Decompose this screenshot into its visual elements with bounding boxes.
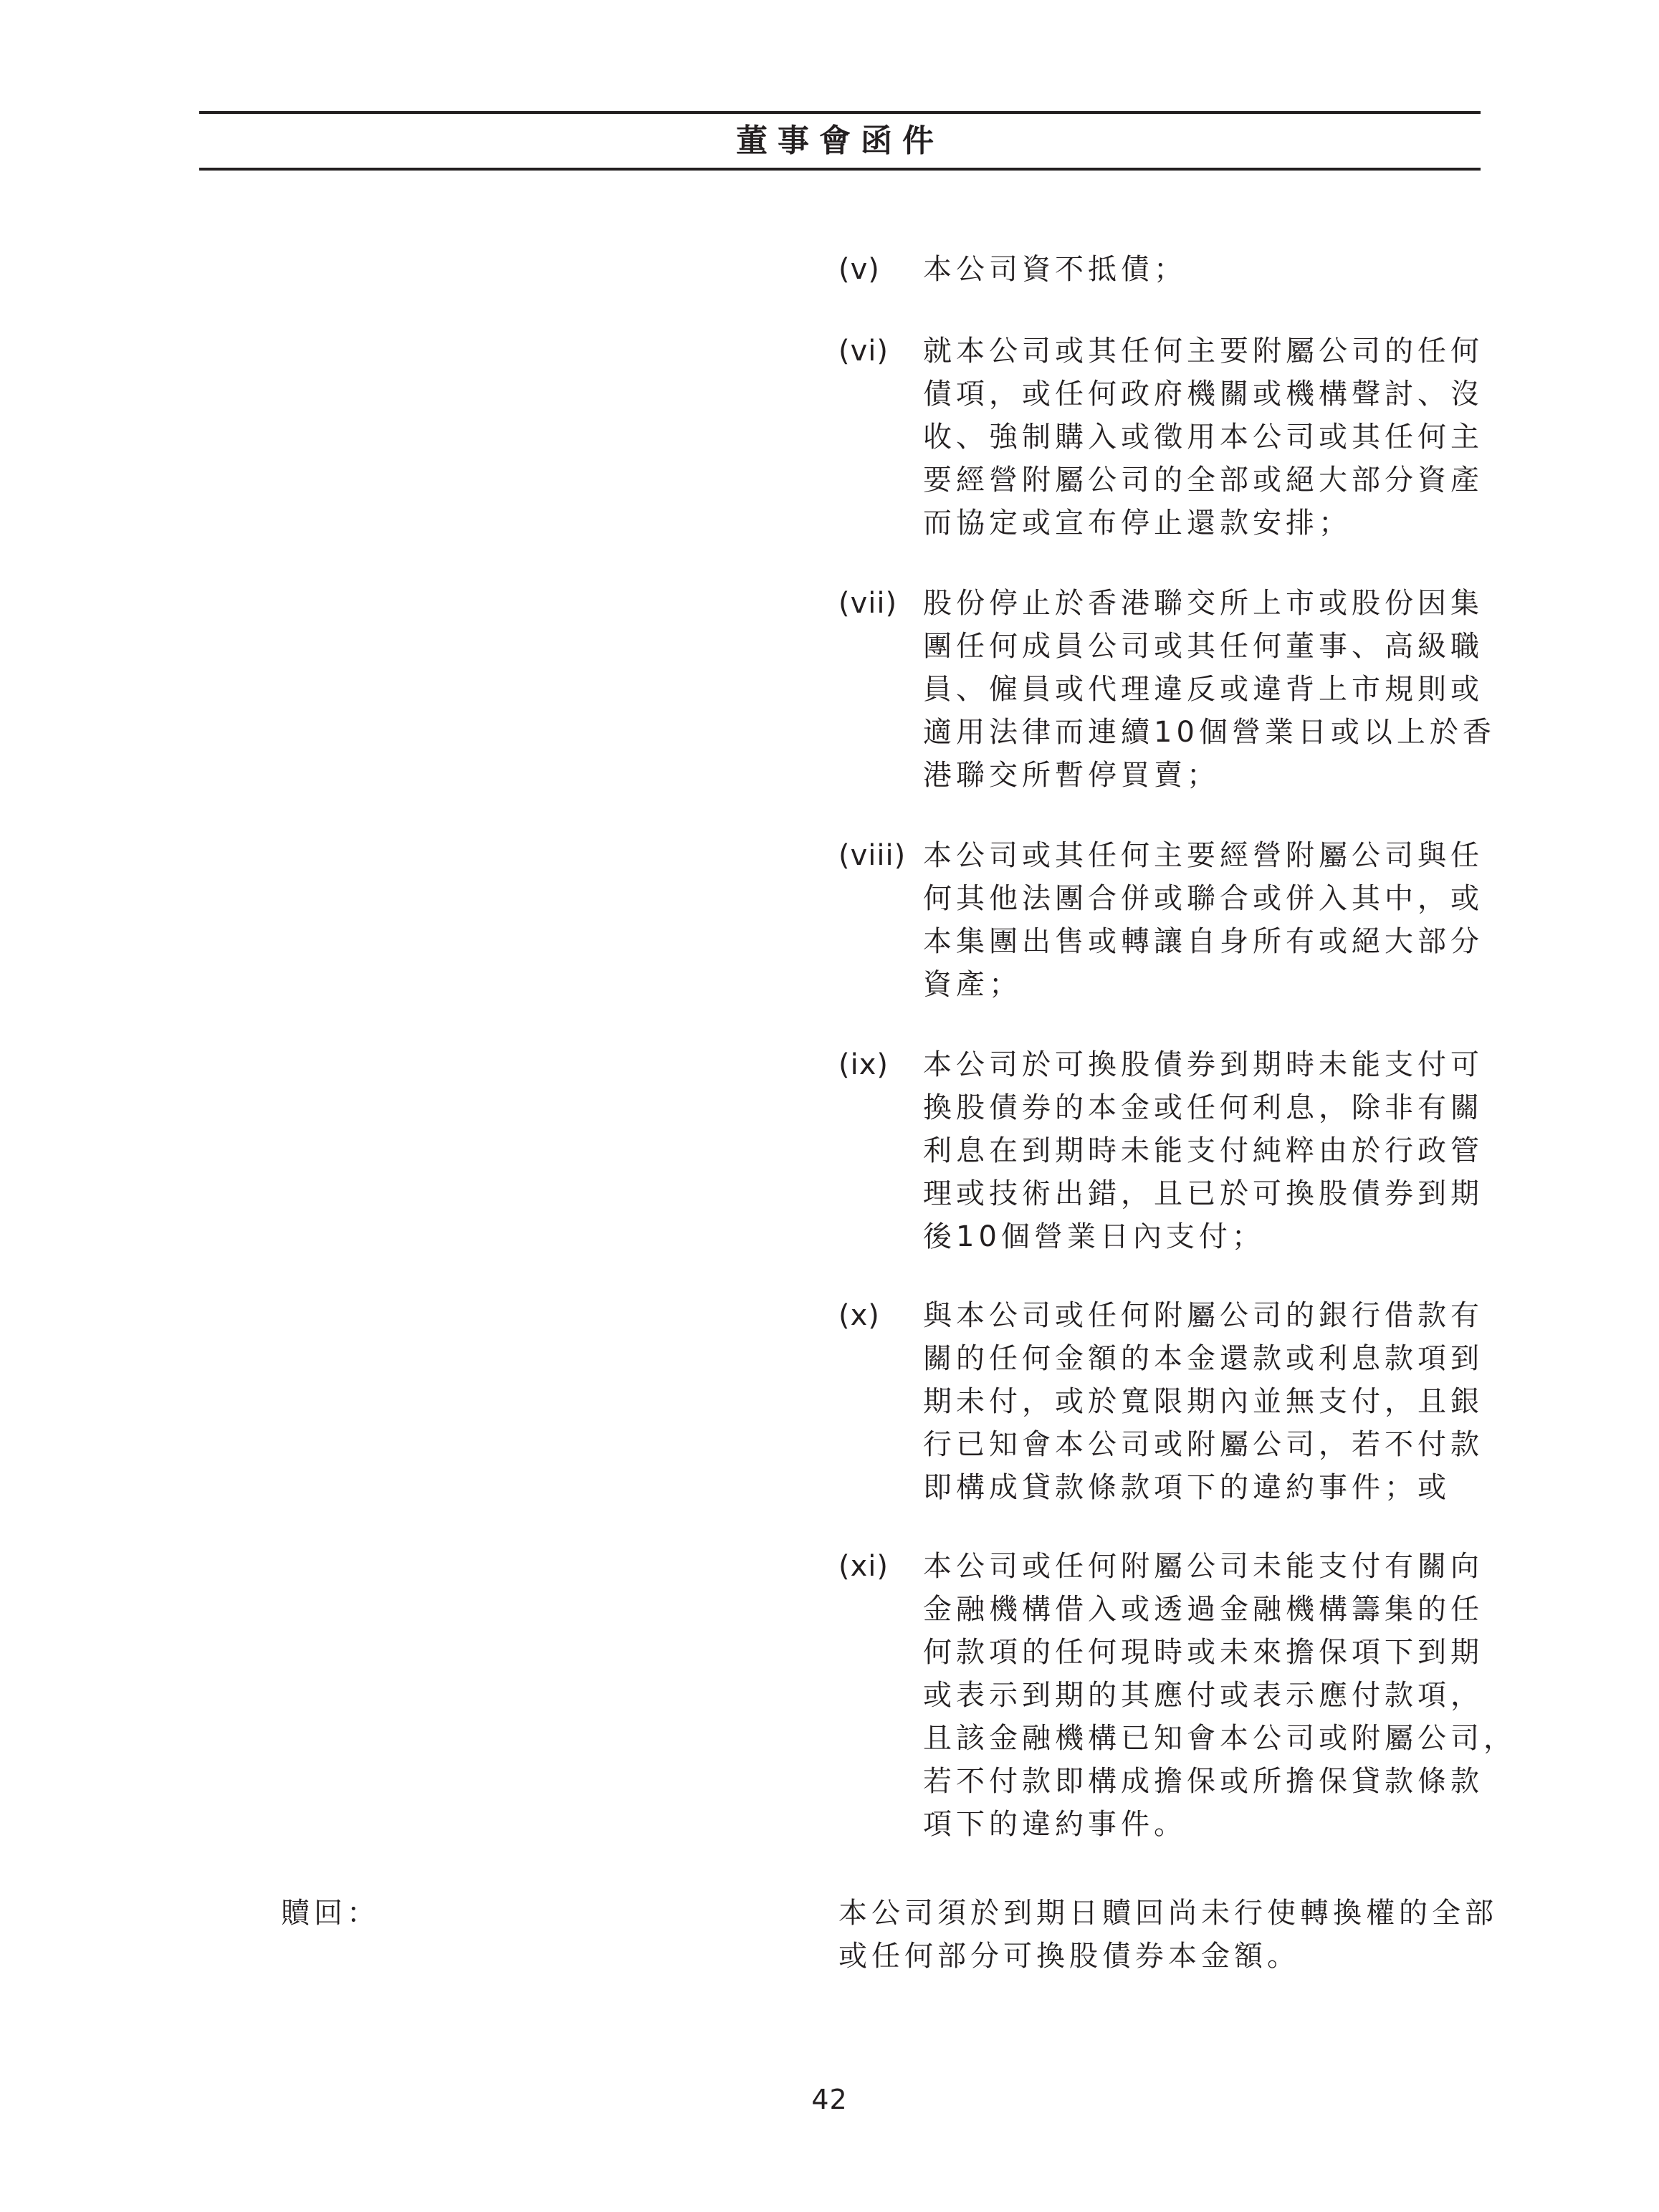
text-line: 何款項的任何現時或未來擔保項下到期 xyxy=(923,1636,1483,1669)
header-bottom-rule xyxy=(199,168,1481,171)
text-line: 即構成貸款條款項下的違約事件；或 xyxy=(923,1471,1450,1504)
list-item-text xyxy=(923,1294,1483,1509)
list-item-label: (vi) xyxy=(838,335,889,368)
text-line: 要經營附屬公司的全部或絕大部分資產 xyxy=(923,464,1483,497)
text-line: 本公司或其任何主要經營附屬公司與任 xyxy=(923,839,1483,872)
list-item-label: (v) xyxy=(838,253,880,286)
list-item-vii xyxy=(838,582,1496,797)
text-line: 收、強制購入或徵用本公司或其任何主 xyxy=(923,421,1483,454)
list-item-x xyxy=(838,1294,1483,1509)
list-item-text xyxy=(923,1545,1516,1846)
list-item-text xyxy=(923,248,1483,291)
page-number: 42 xyxy=(811,2084,848,2115)
text-line: 員、僱員或代理違反或違背上市規則或 xyxy=(923,673,1483,706)
text-line: 且該金融機構已知會本公司或附屬公司， xyxy=(923,1722,1516,1755)
text-line: 後10個營業日內支付； xyxy=(923,1220,1265,1253)
text-line: 何其他法團合併或聯合或併入其中，或 xyxy=(923,882,1483,915)
text-line: 金融機構借入或透過金融機構籌集的任 xyxy=(923,1593,1483,1626)
text-line: 團任何成員公司或其任何董事、高級職 xyxy=(923,630,1483,663)
text-line: 股份停止於香港聯交所上市或股份因集 xyxy=(923,587,1483,620)
text-line: 理或技術出錯，且已於可換股債券到期 xyxy=(923,1177,1483,1210)
text-line: 期未付，或於寬限期內並無支付，且銀 xyxy=(923,1385,1483,1418)
list-item-ix xyxy=(838,1043,1483,1258)
text-line: 或表示到期的其應付或表示應付款項， xyxy=(923,1679,1483,1712)
list-item-text xyxy=(923,582,1496,797)
text-line: 債項，或任何政府機關或機構聲討、沒 xyxy=(923,378,1483,411)
list-item-label: (ix) xyxy=(838,1048,889,1081)
list-item-v xyxy=(838,248,1483,291)
list-item-label: (viii) xyxy=(838,839,907,872)
text-line: 就本公司或其任何主要附屬公司的任何 xyxy=(923,335,1483,368)
page-header-title: 董事會函件 xyxy=(736,123,944,159)
list-item-text xyxy=(923,330,1483,545)
redemption-text xyxy=(838,1892,1498,1978)
list-item-label: (xi) xyxy=(838,1550,889,1583)
list-item-xi xyxy=(838,1545,1516,1846)
text-line: 本公司須於到期日贖回尚未行使轉換權的全部 xyxy=(838,1897,1498,1930)
text-line: 或任何部分可換股債券本金額。 xyxy=(838,1940,1300,1973)
text-line: 資產； xyxy=(923,968,1022,1001)
text-line: 本集團出售或轉讓自身所有或絕大部分 xyxy=(923,925,1483,958)
list-item-label: (x) xyxy=(838,1299,880,1332)
list-item-vi xyxy=(838,330,1483,545)
text-line: 項下的違約事件。 xyxy=(923,1808,1187,1841)
text-line: 而協定或宣布停止還款安排； xyxy=(923,507,1352,540)
text-line: 本公司於可換股債券到期時未能支付可 xyxy=(923,1048,1483,1081)
header-top-rule xyxy=(199,111,1481,114)
text-line: 利息在到期時未能支付純粹由於行政管 xyxy=(923,1134,1483,1167)
text-line: 本公司或任何附屬公司未能支付有關向 xyxy=(923,1550,1483,1583)
list-item-text xyxy=(923,1043,1483,1258)
text-line: 與本公司或任何附屬公司的銀行借款有 xyxy=(923,1299,1483,1332)
text-line: 適用法律而連續10個營業日或以上於香 xyxy=(923,716,1496,749)
list-item-label: (vii) xyxy=(838,587,898,620)
list-item-text xyxy=(923,834,1483,1006)
text-line: 換股債券的本金或任何利息，除非有關 xyxy=(923,1091,1483,1124)
text-line: 本公司資不抵債； xyxy=(923,253,1187,286)
text-line: 港聯交所暫停買賣； xyxy=(923,759,1220,792)
text-line: 關的任何金額的本金還款或利息款項到 xyxy=(923,1342,1483,1375)
redemption-label: 贖回： xyxy=(281,1897,380,1930)
list-item-viii xyxy=(838,834,1483,1006)
text-line: 行已知會本公司或附屬公司，若不付款 xyxy=(923,1428,1483,1461)
text-line: 若不付款即構成擔保或所擔保貸款條款 xyxy=(923,1765,1483,1798)
